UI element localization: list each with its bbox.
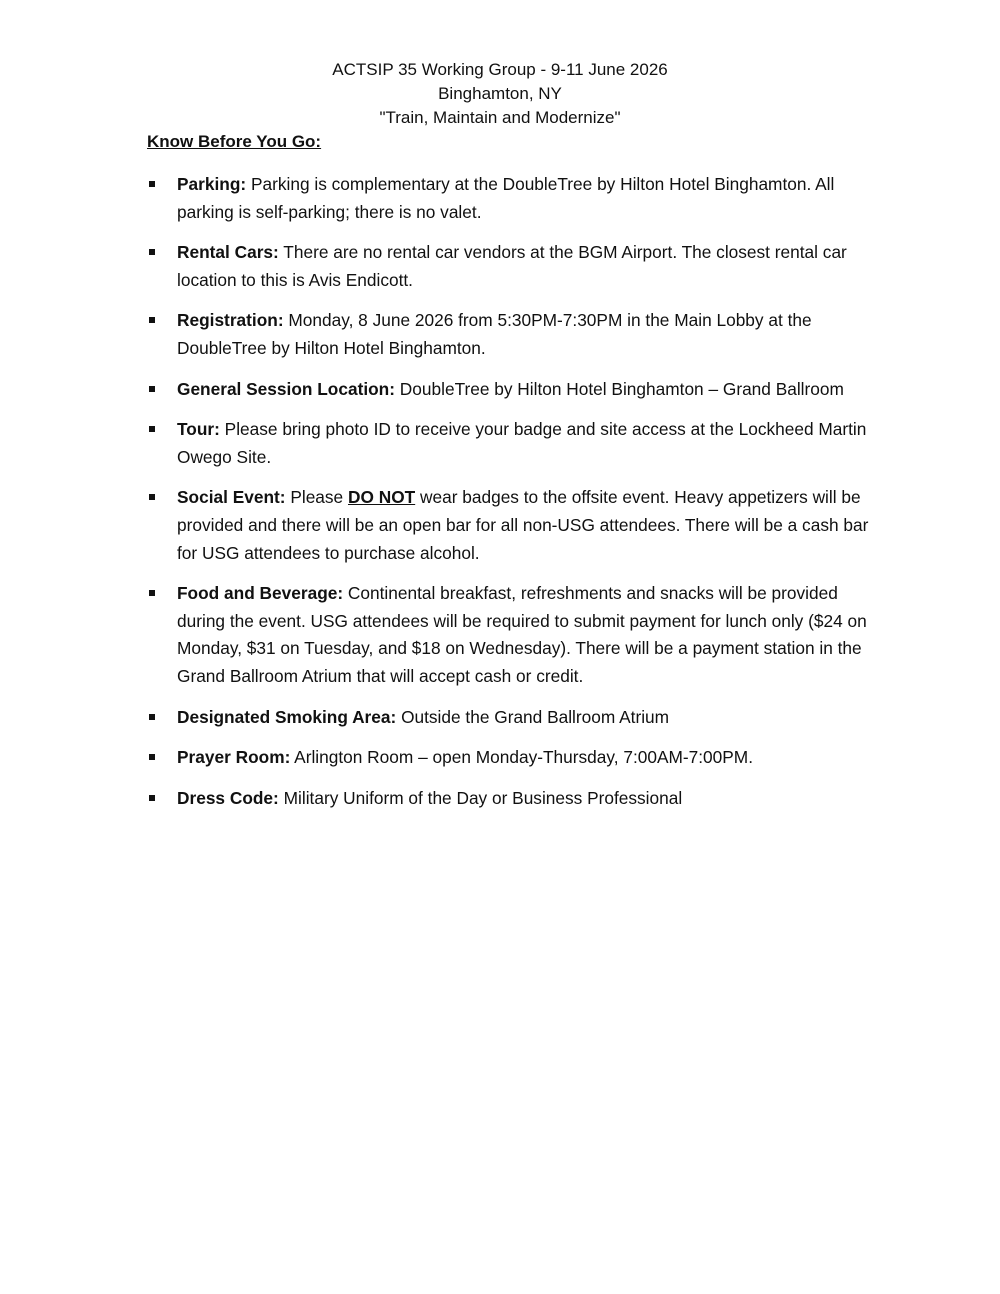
item-label: Prayer Room:	[177, 747, 291, 768]
item-text: Monday, 8 June 2026 from 5:30PM-7:30PM in the Main Lobby at the DoubleTree by Hilton Hotel Binghamton.	[177, 310, 812, 358]
bullet-icon	[149, 317, 155, 323]
item-label: General Session Location:	[177, 378, 395, 399]
list-item-food-and-beverage	[147, 580, 887, 690]
item-label: Designated Smoking Area:	[177, 706, 397, 727]
list-item-registration	[147, 307, 887, 362]
item-text: Outside the Grand Ballroom Atrium	[396, 706, 670, 727]
list-item-prayer-room	[147, 744, 887, 772]
list-item-rental-cars	[147, 239, 887, 294]
item-text-before: Please	[285, 487, 348, 508]
item-label: Parking:	[177, 174, 247, 194]
item-text: Military Uniform of the Day or Business Professional	[278, 787, 683, 808]
bullet-icon	[149, 249, 155, 255]
item-emphasis: DO NOT	[347, 487, 416, 508]
event-theme: "Train, Maintain and Modernize"	[379, 108, 621, 127]
list-item-smoking-area	[147, 704, 887, 732]
info-list	[147, 171, 887, 825]
section-title: Know Before You Go:	[147, 132, 322, 151]
item-text: There are no rental car vendors at the BGM Airport. The closest rental car location to this is Avis Endicott.	[177, 242, 847, 290]
item-text: DoubleTree by Hilton Hotel Binghamton – Grand Ballroom	[395, 378, 844, 399]
item-label: Social Event:	[177, 487, 286, 508]
document-header	[0, 58, 1000, 130]
item-text: Continental breakfast, refreshments and snacks will be provided during the event. USG attendees will be required to submit payment for lunch only ($24 on Monday, $31 on Tuesday, and $18 on Wednesday). There will be a payment station in the Grand Ballroom Atrium that will accept cash or credit.	[177, 583, 867, 686]
event-location: Binghamton, NY	[438, 84, 562, 103]
bullet-icon	[149, 795, 155, 801]
list-item-parking	[147, 171, 887, 226]
item-label: Dress Code:	[177, 787, 279, 808]
item-label: Rental Cars:	[177, 242, 279, 263]
item-text: Parking is complementary at the DoubleTree by Hilton Hotel Binghamton. All parking is self-parking; there is no valet.	[177, 174, 835, 222]
list-item-general-session	[147, 376, 887, 404]
bullet-icon	[149, 494, 155, 500]
bullet-icon	[149, 754, 155, 760]
item-text: Arlington Room – open Monday-Thursday, 7:00AM-7:00PM.	[290, 747, 753, 768]
bullet-icon	[149, 590, 155, 596]
item-label: Tour:	[177, 419, 220, 440]
list-item-dress-code	[147, 785, 887, 813]
event-title: ACTSIP 35 Working Group - 9-11 June 2026	[332, 60, 668, 79]
bullet-icon	[149, 181, 155, 187]
item-label: Registration:	[177, 310, 284, 331]
list-item-tour	[147, 416, 887, 471]
item-text: Please bring photo ID to receive your badge and site access at the Lockheed Martin Owego Site.	[177, 419, 867, 467]
item-text-after: wear badges to the offsite event. Heavy appetizers will be provided and there will be an open bar for all non-USG attendees. There will be a cash bar for USG attendees to purchase alcohol.	[177, 487, 869, 563]
bullet-icon	[149, 426, 155, 432]
bullet-icon	[149, 714, 155, 720]
item-label: Food and Beverage:	[177, 583, 344, 604]
bullet-icon	[149, 386, 155, 392]
list-item-social-event	[147, 484, 887, 567]
